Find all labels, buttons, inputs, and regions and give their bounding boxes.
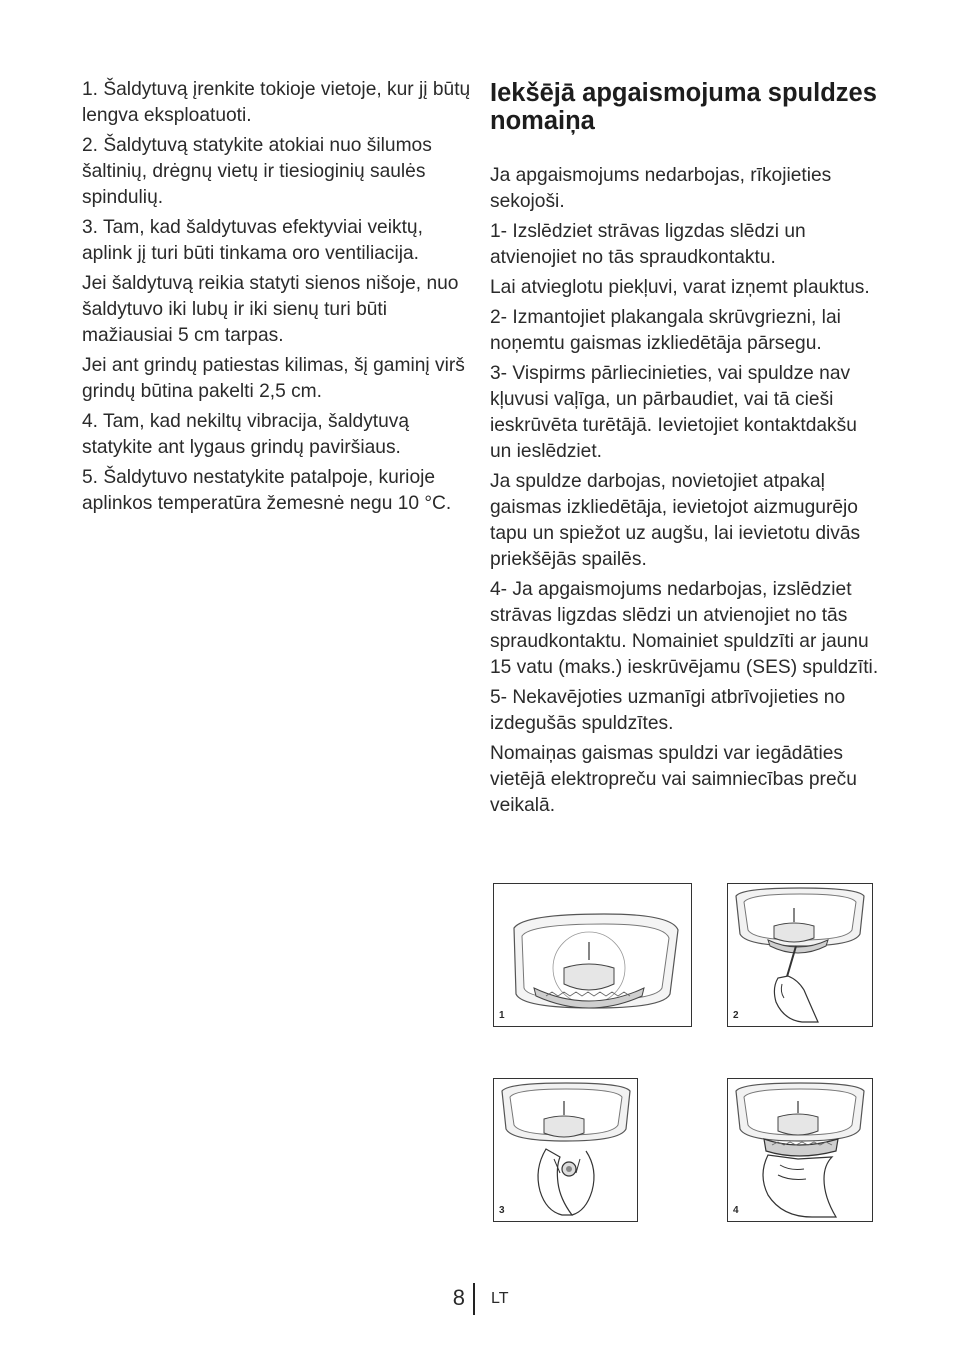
footer-divider [473, 1283, 475, 1315]
diffuser-hand-illustration [728, 1079, 872, 1221]
lamp-housing-illustration [494, 884, 691, 1026]
page-number: 8 [452, 1285, 465, 1310]
right-paragraph-6: Ja spuldze darbojas, novietojiet atpakaļ gaismas izkliedētāja, ievietojot aizmugurējo tapu un spiežot uz augšu, lai ievietotu divās priekšējās spailēs. [490, 471, 861, 570]
left-paragraph-5: Jei ant grindų patiestas kilimas, šį gaminį virš grindų būtina pakelti 2,5 cm. [82, 355, 465, 402]
figure-number: 1 [499, 1010, 505, 1021]
left-paragraph-1: 1. Šaldytuvą įrenkite tokioje vietoje, kur jį būtų lengva eksploatuoti. [82, 79, 471, 126]
left-paragraph-4: Jei šaldytuvą reikia statyti sienos nišoje, nuo šaldytuvo iki lubų ir iki sienų turi būti mažiausiai 5 cm tarpas. [82, 273, 459, 346]
right-paragraph-4: 2- Izmantojiet plakangala skrūvgriezni, lai noņemtu gaismas izkliedētāja pārsegu. [490, 307, 841, 354]
right-paragraph-9: Nomaiņas gaismas spuldzi var iegādāties vietējā elektropreču vai saimniecības preču veikalā. [490, 743, 857, 816]
figure-number: 3 [499, 1205, 505, 1216]
left-paragraph-2: 2. Šaldytuvą statykite atokiai nuo šilumos šaltinių, drėgnų vietų ir tiesioginių saulės spindulių. [82, 135, 432, 208]
figure-number: 4 [733, 1205, 739, 1216]
right-paragraph-2: 1- Izslēdziet strāvas ligzdas slēdzi un atvienojiet no tās spraudkontaktu. [490, 221, 806, 268]
left-paragraph-7: 5. Šaldytuvo nestatykite patalpoje, kurioje aplinkos temperatūra žemesnė negu 10 °C. [82, 467, 452, 514]
right-paragraph-3: Lai atvieglotu piekļuvi, varat izņemt plauktus. [490, 277, 870, 298]
language-code: LT [491, 1290, 509, 1307]
screwdriver-hand-illustration [728, 884, 872, 1026]
figure-number: 2 [733, 1010, 739, 1021]
right-paragraph-5: 3- Vispirms pārliecinieties, vai spuldze nav kļuvusi vaļīga, un pārbaudiet, vai tā cieši ieskrūvēta turētājā. Ievietojiet kontaktdakšu un ieslēdziet. [490, 363, 857, 462]
figure-lamp-housing [493, 883, 692, 1027]
bulb-hands-illustration [494, 1079, 637, 1221]
right-paragraph-7: 4- Ja apgaismojums nedarbojas, izslēdziet strāvas ligzdas slēdzi un atvienojiet no tās spraudkontaktu. Nomainiet spuldzīti ar jaunu 15 vatu (maks.) ieskrūvējamu (SES) spuldzīti. [490, 579, 879, 678]
right-column [490, 163, 882, 823]
right-paragraph-1: Ja apgaismojums nedarbojas, rīkojieties sekojoši. [490, 165, 832, 212]
section-heading: Iekšējā apgaismojuma spuldzes nomaiņa [490, 79, 877, 135]
left-column [82, 77, 472, 521]
right-paragraph-8: 5- Nekavējoties uzmanīgi atbrīvojieties no izdegušās spuldzītes. [490, 687, 846, 734]
left-paragraph-3: 3. Tam, kad šaldytuvas efektyviai veiktų, aplink jį turi būti tinkama oro ventiliacija. [82, 217, 423, 264]
figure-replace-diffuser [727, 1078, 873, 1222]
figure-check-bulb [493, 1078, 638, 1222]
figure-remove-diffuser [727, 883, 873, 1027]
left-paragraph-6: 4. Tam, kad nekiltų vibracija, šaldytuvą statykite ant lygaus grindų paviršiaus. [82, 411, 410, 458]
